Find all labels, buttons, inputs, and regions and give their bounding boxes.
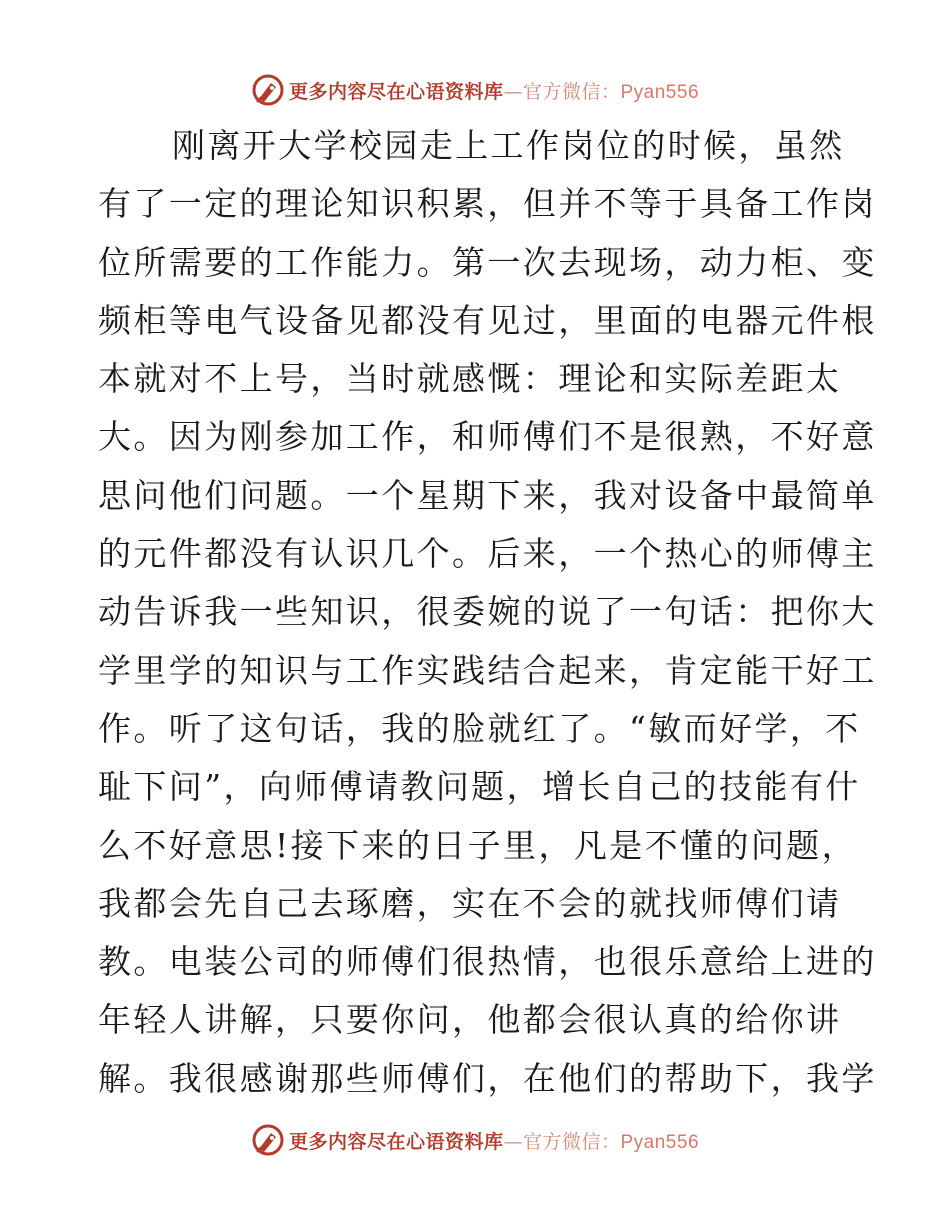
text-line: 作。听了这句话，我的脸就红了。“敏而好学，不	[98, 708, 861, 748]
banner-handle: Pyan556	[620, 1131, 700, 1153]
text-line: 么不好意思!接下来的日子里，凡是不懂的问题，	[98, 825, 858, 865]
banner-text	[289, 77, 699, 104]
text-line: 年轻人讲解，只要你问，他都会很认真的给你讲	[98, 1000, 842, 1040]
banner-separator: —	[503, 80, 523, 103]
banner-handle: Pyan556	[620, 81, 700, 103]
text-line: 位所需要的工作能力。第一次去现场，动力柜、变	[98, 242, 877, 282]
pen-nib-logo-icon	[251, 73, 285, 107]
text-line: 本就对不上号，当时就感慨：理论和实际差距太	[98, 359, 842, 399]
banner-brand: 更多内容尽在心语资料库	[288, 1130, 504, 1153]
text-line: 有了一定的理论知识积累，但并不等于具备工作岗	[98, 184, 877, 224]
document-body	[98, 117, 877, 1108]
text-line: 耻下问”，向师傅请教问题，增长自己的技能有什	[98, 767, 861, 807]
footer-banner	[0, 1120, 950, 1160]
text-line: 大。因为刚参加工作，和师傅们不是很熟，不好意	[98, 417, 877, 457]
header-banner	[0, 70, 950, 110]
text-line: 的元件都没有认识几个。后来，一个热心的师傅主	[98, 534, 877, 574]
text-line: 思问他们问题。一个星期下来，我对设备中最简单	[98, 475, 877, 515]
banner-wechat-label: 官方微信：	[522, 80, 621, 103]
banner-wechat-label: 官方微信：	[522, 1130, 621, 1153]
banner-brand: 更多内容尽在心语资料库	[288, 80, 504, 103]
text-line: 刚离开大学校园走上工作岗位的时候，虽然	[172, 126, 845, 165]
banner-text	[289, 1127, 699, 1154]
text-line: 解。我很感谢那些师傅们，在他们的帮助下，我学	[98, 1058, 877, 1098]
pen-nib-logo-icon	[251, 1123, 285, 1157]
text-line: 频柜等电气设备见都没有见过，里面的电器元件根	[98, 300, 877, 340]
text-line: 动告诉我一些知识，很委婉的说了一句话：把你大	[98, 592, 877, 632]
text-line: 学里学的知识与工作实践结合起来，肯定能干好工	[98, 650, 877, 690]
banner-separator: —	[503, 1130, 523, 1153]
text-line: 教。电装公司的师傅们很热情，也很乐意给上进的	[98, 942, 877, 982]
text-line: 我都会先自己去琢磨，实在不会的就找师傅们请	[98, 883, 842, 923]
